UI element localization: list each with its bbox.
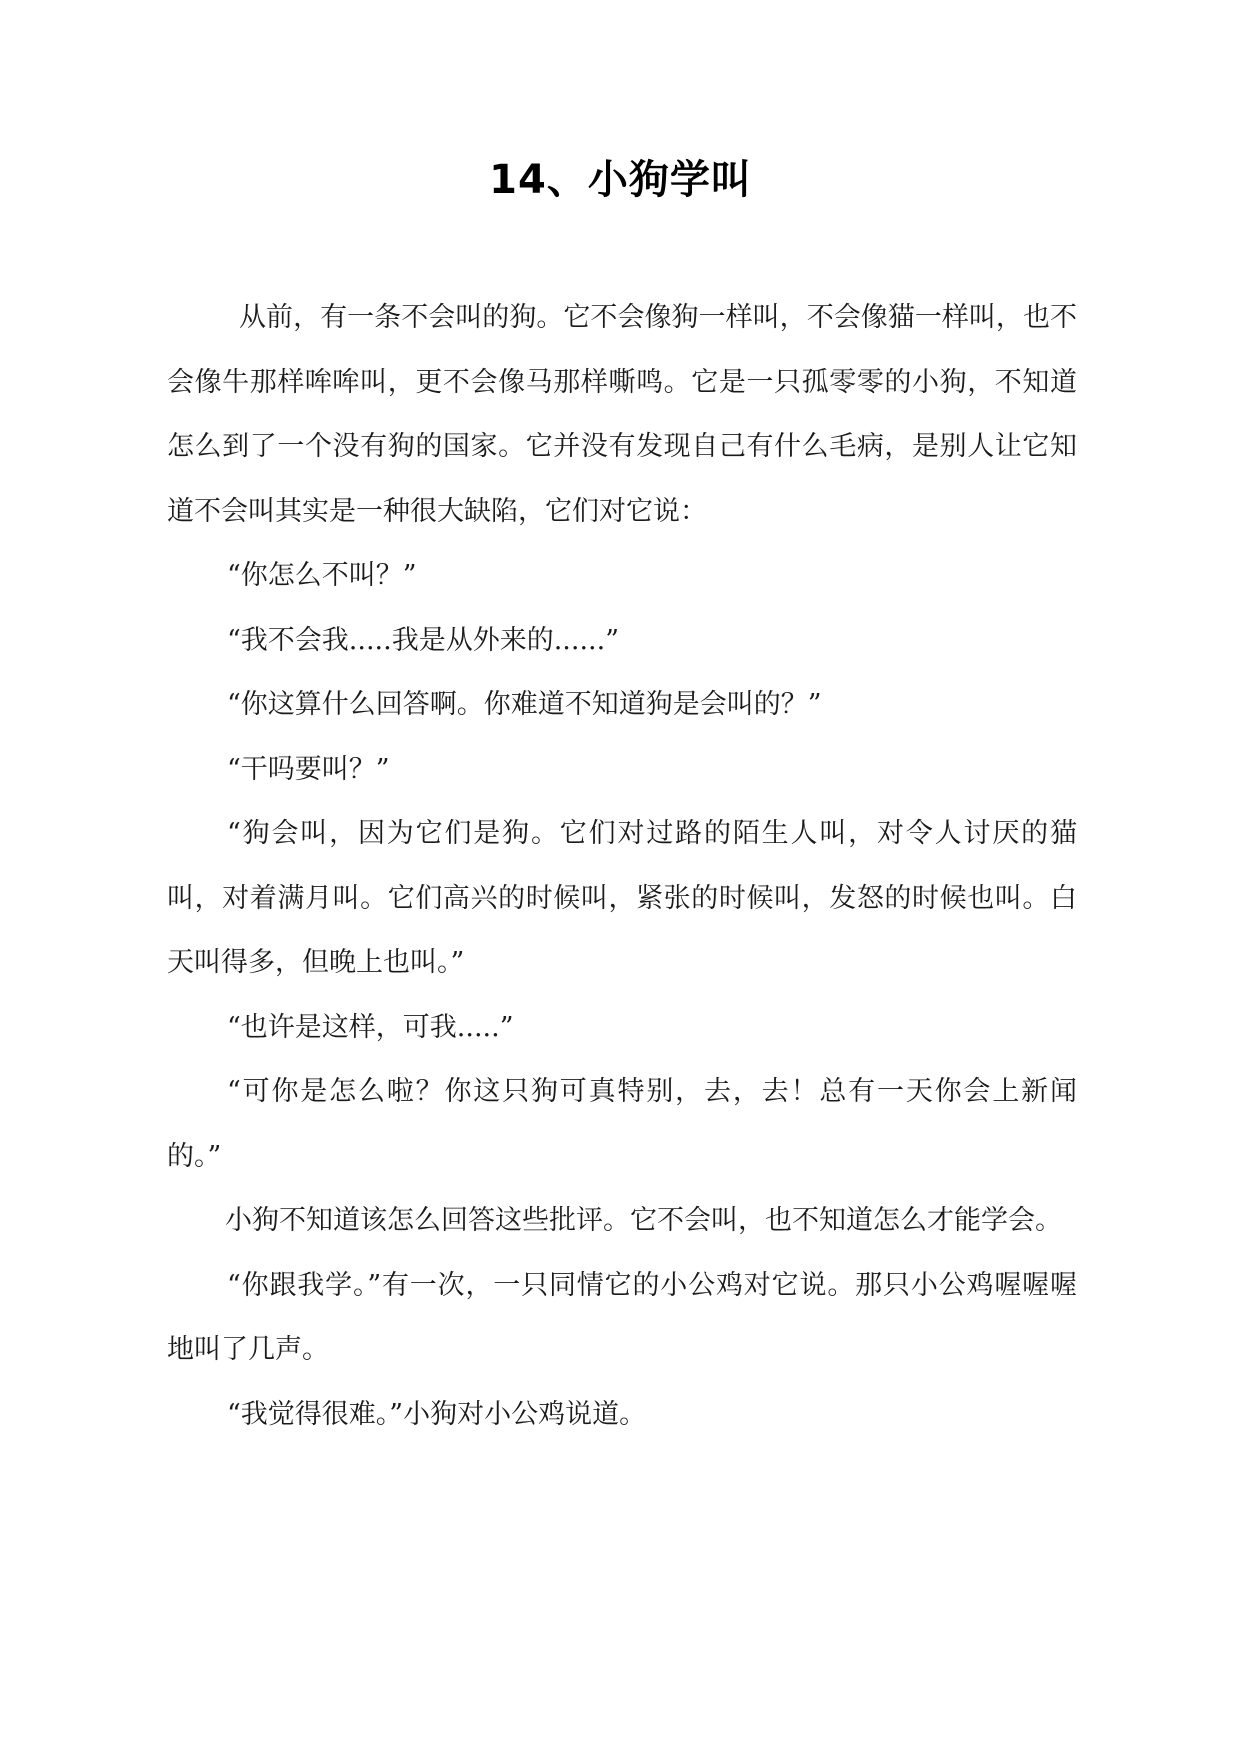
paragraph-3: “我不会我.....我是从外来的......” [227,624,620,656]
story-body [167,286,1077,1447]
paragraph-4: “你这算什么回答啊。你难道不知道狗是会叫的？” [227,689,822,720]
paragraph-10: “你跟我学。”有一次，一只同情它的小公鸡对它说。那只小公鸡喔喔喔地叫了几声。 [167,1269,1077,1365]
paragraph-2: “你怎么不叫？” [227,560,417,591]
paragraph-11: “我觉得很难。”小狗对小公鸡说道。 [227,1398,647,1430]
paragraph-5: “干吗要叫？” [227,753,390,785]
paragraph-9: 小狗不知道该怎么回答这些批评。它不会叫，也不知道怎么才能学会。 [225,1205,1062,1236]
page-title: 14、小狗学叫 [489,157,752,203]
paragraph-6: “狗会叫，因为它们是狗。它们对过路的陌生人叫，对令人讨厌的猫叫，对着满月叫。它们高兴的时候叫，紧张的时候叫，发怒的时候也叫。白天叫得多，但晚上也叫。” [167,818,1077,978]
paragraph-8: “可你是怎么啦？你这只狗可真特别，去，去！总有一天你会上新闻的。” [167,1076,1077,1172]
paragraph-1: 从前，有一条不会叫的狗。它不会像狗一样叫，不会像猫一样叫，也不会像牛那样哞哞叫，更不会像马那样嘶鸣。它是一只孤零零的小狗，不知道怎么到了一个没有狗的国家。它并没有发现自己有什么毛病，是别人让它知道不会叫其实是一种很大缺陷，它们对它说： [167,302,1077,527]
paragraph-7: “也许是这样，可我.....” [227,1011,514,1043]
